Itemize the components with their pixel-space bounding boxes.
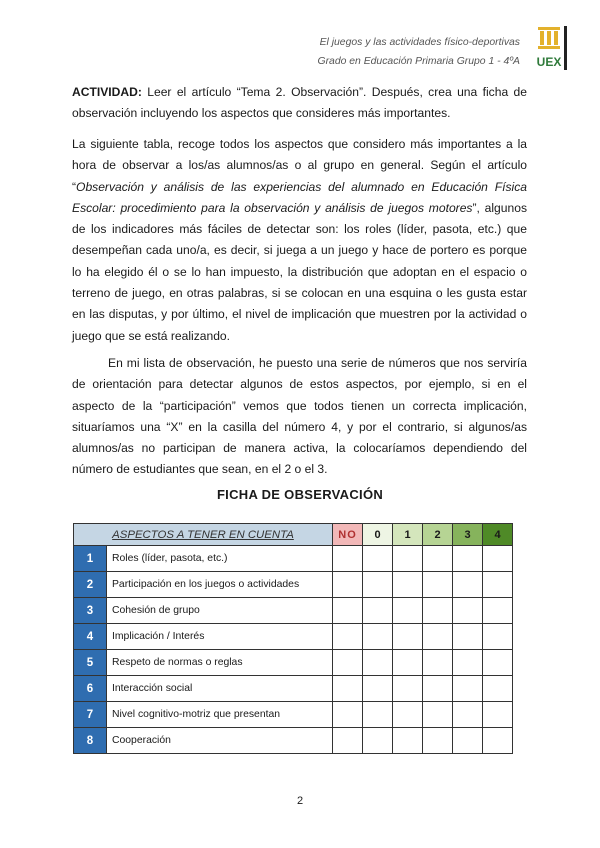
rating-cell[interactable] xyxy=(333,598,363,624)
column-header-4: 4 xyxy=(483,524,513,546)
logo-side-bar xyxy=(564,26,567,70)
column-header-3: 3 xyxy=(453,524,483,546)
table-row xyxy=(74,702,513,728)
list-explanation-text: En mi lista de observación, he puesto una serie de números que nos serviría de orientación para detectar algunos de estos aspectos, por ejemplo, si en el aspecto de la “participación” vemos que todos tienen un correcta implicación, situaríamos una “X” en la casilla del número 4, y por el contrario, si algunos/as alumnos/as no participan de manera activa, la colocaríamos dependiendo del número de estudiantes que sean, en el 2 o el 3. xyxy=(72,356,527,477)
rating-cell[interactable] xyxy=(423,572,453,598)
row-number: 7 xyxy=(74,702,107,727)
university-logo xyxy=(536,26,562,70)
aspect-cell xyxy=(74,676,333,702)
rating-cell[interactable] xyxy=(393,650,423,676)
rating-cell[interactable] xyxy=(393,546,423,572)
rating-cell[interactable] xyxy=(483,624,513,650)
rating-cell[interactable] xyxy=(423,676,453,702)
rating-cell[interactable] xyxy=(453,728,483,754)
rating-cell[interactable] xyxy=(453,546,483,572)
rating-cell[interactable] xyxy=(333,546,363,572)
table-header-row xyxy=(74,524,513,546)
column-header-1: 1 xyxy=(393,524,423,546)
intro-text-after: ”, algunos de los indicadores más fáciles de detectar son: los roles (líder, pasota, etc.) que desempeñan cada uno/a, es decir, si juega a un juego y hace de portero es porque lo ha elegido él o se lo han impuesto, la distribución que adoptan en el espacio o terreno de juego, en otras palabras, si se colocan en una esquina o les gusta estar en las disputas, y por último, el nivel de implicación que muestren por la actividad o juego que se está realizando. xyxy=(72,200,527,343)
aspect-label: Participación en los juegos o actividades xyxy=(112,579,300,590)
rating-cell[interactable] xyxy=(453,624,483,650)
rating-cell[interactable] xyxy=(363,572,393,598)
row-number: 6 xyxy=(74,676,107,701)
rating-cell[interactable] xyxy=(363,676,393,702)
rating-cell[interactable] xyxy=(333,676,363,702)
intro-paragraph xyxy=(72,134,527,347)
rating-cell[interactable] xyxy=(333,702,363,728)
rating-cell[interactable] xyxy=(453,572,483,598)
rating-cell[interactable] xyxy=(453,676,483,702)
rating-cell[interactable] xyxy=(483,598,513,624)
article-title: Observación y análisis de las experiencias del alumnado en Educación Física Escolar: procedimiento para la observación y análisis de juegos motores xyxy=(72,179,527,215)
aspect-label: Implicación / Interés xyxy=(112,631,205,642)
rating-cell[interactable] xyxy=(393,624,423,650)
rating-cell[interactable] xyxy=(363,728,393,754)
activity-text: Leer el artículo “Tema 2. Observación”. Después, crea una ficha de observación incluyendo los aspectos que consideres más importantes. xyxy=(72,85,527,121)
row-number: 8 xyxy=(74,728,107,753)
header-course-title: El juegos y las actividades físico-deportivas xyxy=(319,37,520,48)
document-header xyxy=(318,33,520,71)
rating-cell[interactable] xyxy=(483,676,513,702)
table-title: FICHA DE OBSERVACIÓN xyxy=(216,487,384,502)
list-explanation-paragraph xyxy=(72,353,527,481)
table-row xyxy=(74,650,513,676)
rating-cell[interactable] xyxy=(483,728,513,754)
aspect-cell xyxy=(74,598,333,624)
aspect-cell xyxy=(74,572,333,598)
rating-cell[interactable] xyxy=(393,702,423,728)
row-number: 2 xyxy=(74,572,107,597)
aspect-label: Nivel cognitivo-motriz que presentan xyxy=(112,709,281,720)
rating-cell[interactable] xyxy=(453,650,483,676)
rating-cell[interactable] xyxy=(483,650,513,676)
rating-cell[interactable] xyxy=(333,572,363,598)
row-number: 4 xyxy=(74,624,107,649)
aspect-header: ASPECTOS A TENER EN CUENTA xyxy=(74,524,333,546)
aspect-cell xyxy=(74,624,333,650)
rating-cell[interactable] xyxy=(393,572,423,598)
table-row xyxy=(74,728,513,754)
rating-cell[interactable] xyxy=(483,572,513,598)
rating-cell[interactable] xyxy=(483,702,513,728)
aspect-label: Roles (líder, pasota, etc.) xyxy=(112,553,228,564)
table-row xyxy=(74,546,513,572)
rating-cell[interactable] xyxy=(483,546,513,572)
table-row xyxy=(74,624,513,650)
rating-cell[interactable] xyxy=(453,702,483,728)
column-header-2: 2 xyxy=(423,524,453,546)
rating-cell[interactable] xyxy=(393,676,423,702)
table-row xyxy=(74,676,513,702)
table-row xyxy=(74,598,513,624)
aspect-label: Interacción social xyxy=(112,683,193,694)
rating-cell[interactable] xyxy=(363,598,393,624)
rating-cell[interactable] xyxy=(363,624,393,650)
table-row xyxy=(74,572,513,598)
rating-cell[interactable] xyxy=(423,702,453,728)
rating-cell[interactable] xyxy=(363,546,393,572)
aspect-cell xyxy=(74,546,333,572)
column-header-0: 0 xyxy=(363,524,393,546)
observation-table xyxy=(73,523,513,754)
aspect-cell xyxy=(74,702,333,728)
intro-text-before: La siguiente tabla, recoge todos los aspectos que considero más importantes a la hora de observar a los/as alumnos/as o al grupo en general. Según el artículo “ xyxy=(72,137,527,194)
rating-cell[interactable] xyxy=(423,728,453,754)
rating-cell[interactable] xyxy=(333,728,363,754)
row-number: 3 xyxy=(74,598,107,623)
rating-cell[interactable] xyxy=(423,546,453,572)
rating-cell[interactable] xyxy=(333,624,363,650)
aspect-cell xyxy=(74,728,333,754)
rating-cell[interactable] xyxy=(423,650,453,676)
logo-text: UEX xyxy=(536,55,562,69)
aspect-label: Cohesión de grupo xyxy=(112,605,200,616)
column-header-no: NO xyxy=(333,524,363,546)
rating-cell[interactable] xyxy=(453,598,483,624)
row-number: 5 xyxy=(74,650,107,675)
rating-cell[interactable] xyxy=(393,598,423,624)
rating-cell[interactable] xyxy=(423,598,453,624)
activity-paragraph xyxy=(72,82,527,125)
row-number: 1 xyxy=(74,546,107,571)
aspect-label: Respeto de normas o reglas xyxy=(112,657,243,668)
header-group: Grado en Educación Primaria Grupo 1 - 4ºA xyxy=(317,56,520,67)
rating-cell[interactable] xyxy=(393,728,423,754)
activity-label: ACTIVIDAD: xyxy=(72,85,142,99)
aspect-cell xyxy=(74,650,333,676)
rating-cell[interactable] xyxy=(333,650,363,676)
rating-cell[interactable] xyxy=(363,650,393,676)
page-number: 2 xyxy=(296,795,304,807)
rating-cell[interactable] xyxy=(423,624,453,650)
aspect-label: Cooperación xyxy=(112,735,171,746)
rating-cell[interactable] xyxy=(363,702,393,728)
